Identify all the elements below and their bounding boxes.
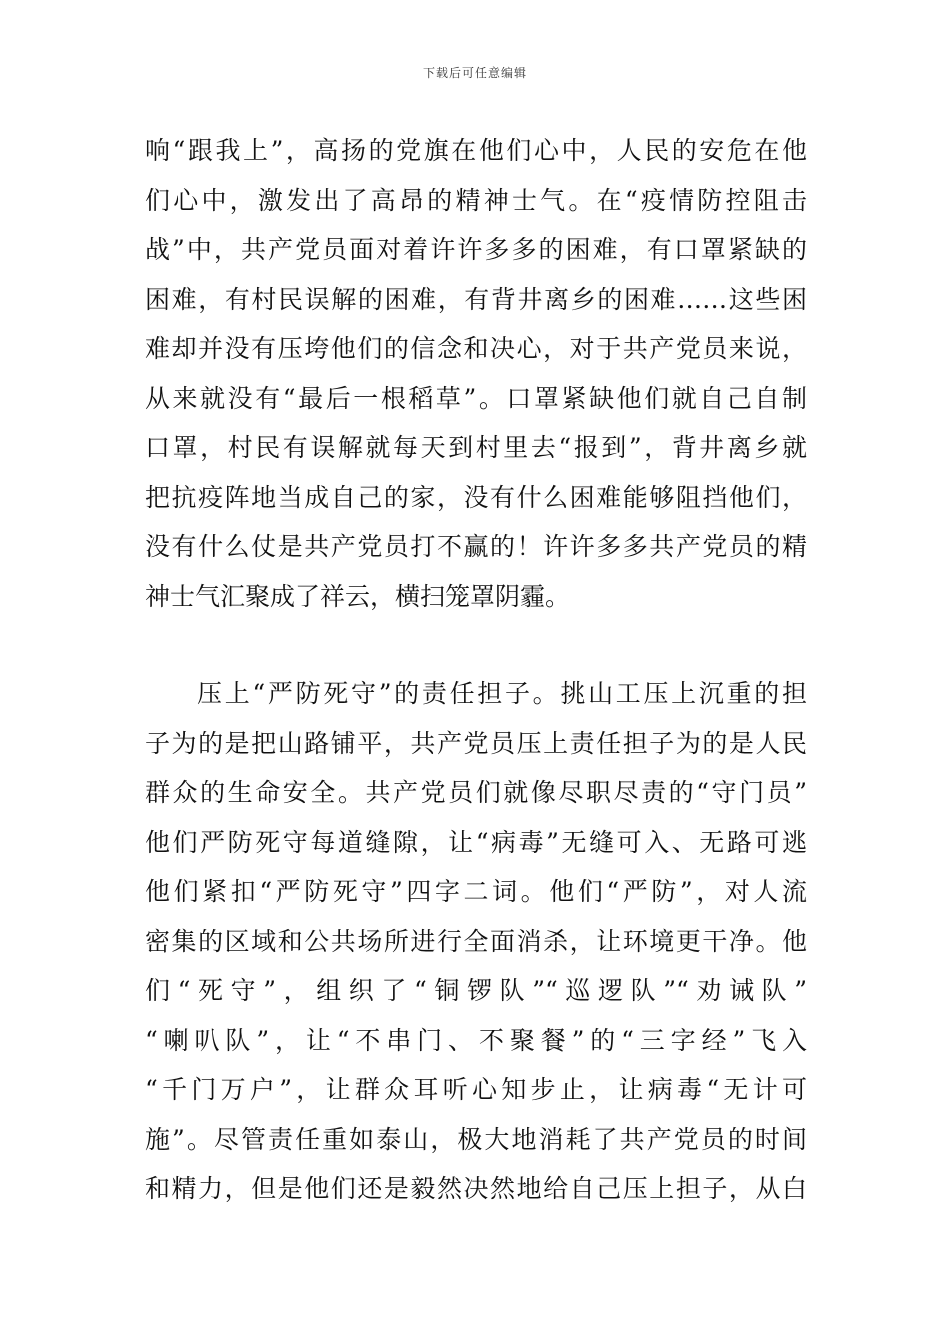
text-line: 他们紧扣“严防死守”四字二词。他们“严防”，对人流 [145,877,807,906]
text-line: 神士气汇聚成了祥云，横扫笼罩阴霾。 [145,581,571,611]
text-line: 施”。尽管责任重如泰山，极大地消耗了共产党员的时间 [145,1124,807,1154]
text-line: 把抗疫阵地当成自己的家，没有什么困难能够阻挡他们， [145,482,807,512]
text-line: “喇叭队”，让“不串门、不聚餐”的“三字经”飞入 [145,1025,807,1055]
text-line: 们心中，激发出了高昂的精神士气。在“疫情防控阻击 [145,185,807,215]
paragraph-2 [145,669,807,1214]
text-line: 他们严防死守每道缝隙，让“病毒”无缝可入、无路可逃 [145,827,807,857]
paragraph-1 [145,126,807,621]
text-line: 响“跟我上”，高扬的党旗在他们心中，人民的安危在他 [145,136,807,165]
text-line: 战”中，共产党员面对着许许多多的困难，有口罩紧缺的 [145,235,807,264]
text-line: 子为的是把山路铺平，共产党员压上责任担子为的是人民 [145,728,807,758]
text-line: 口罩，村民有误解就每天到村里去“报到”，背井离乡就 [145,433,807,462]
page-header: 下载后可任意编辑 [422,66,527,80]
text-line: 困难，有村民误解的困难，有背井离乡的困难……这些困 [145,284,807,314]
text-line: 和精力，但是他们还是毅然决然地给自己压上担子，从白 [145,1174,807,1203]
document-body [145,126,807,1214]
text-line: 难却并没有压垮他们的信念和决心，对于共产党员来说， [145,334,807,363]
text-line: 们“死守”，组织了“铜锣队”“巡逻队”“劝诫队” [145,976,807,1005]
text-line: “千门万户”，让群众耳听心知步止，让病毒“无计可 [145,1075,807,1104]
text-line: 从来就没有“最后一根稻草”。口罩紧缺他们就自己自制 [145,383,807,413]
text-line: 密集的区域和公共场所进行全面消杀，让环境更干净。他 [145,926,807,956]
paragraph-spacer [145,621,807,669]
text-line: 压上“严防死守”的责任担子。挑山工压上沉重的担 [197,679,807,708]
text-line: 群众的生命安全。共产党员们就像尽职尽责的“守门员” [145,778,807,807]
text-line: 没有什么仗是共产党员打不赢的！许许多多共产党员的精 [145,532,807,561]
